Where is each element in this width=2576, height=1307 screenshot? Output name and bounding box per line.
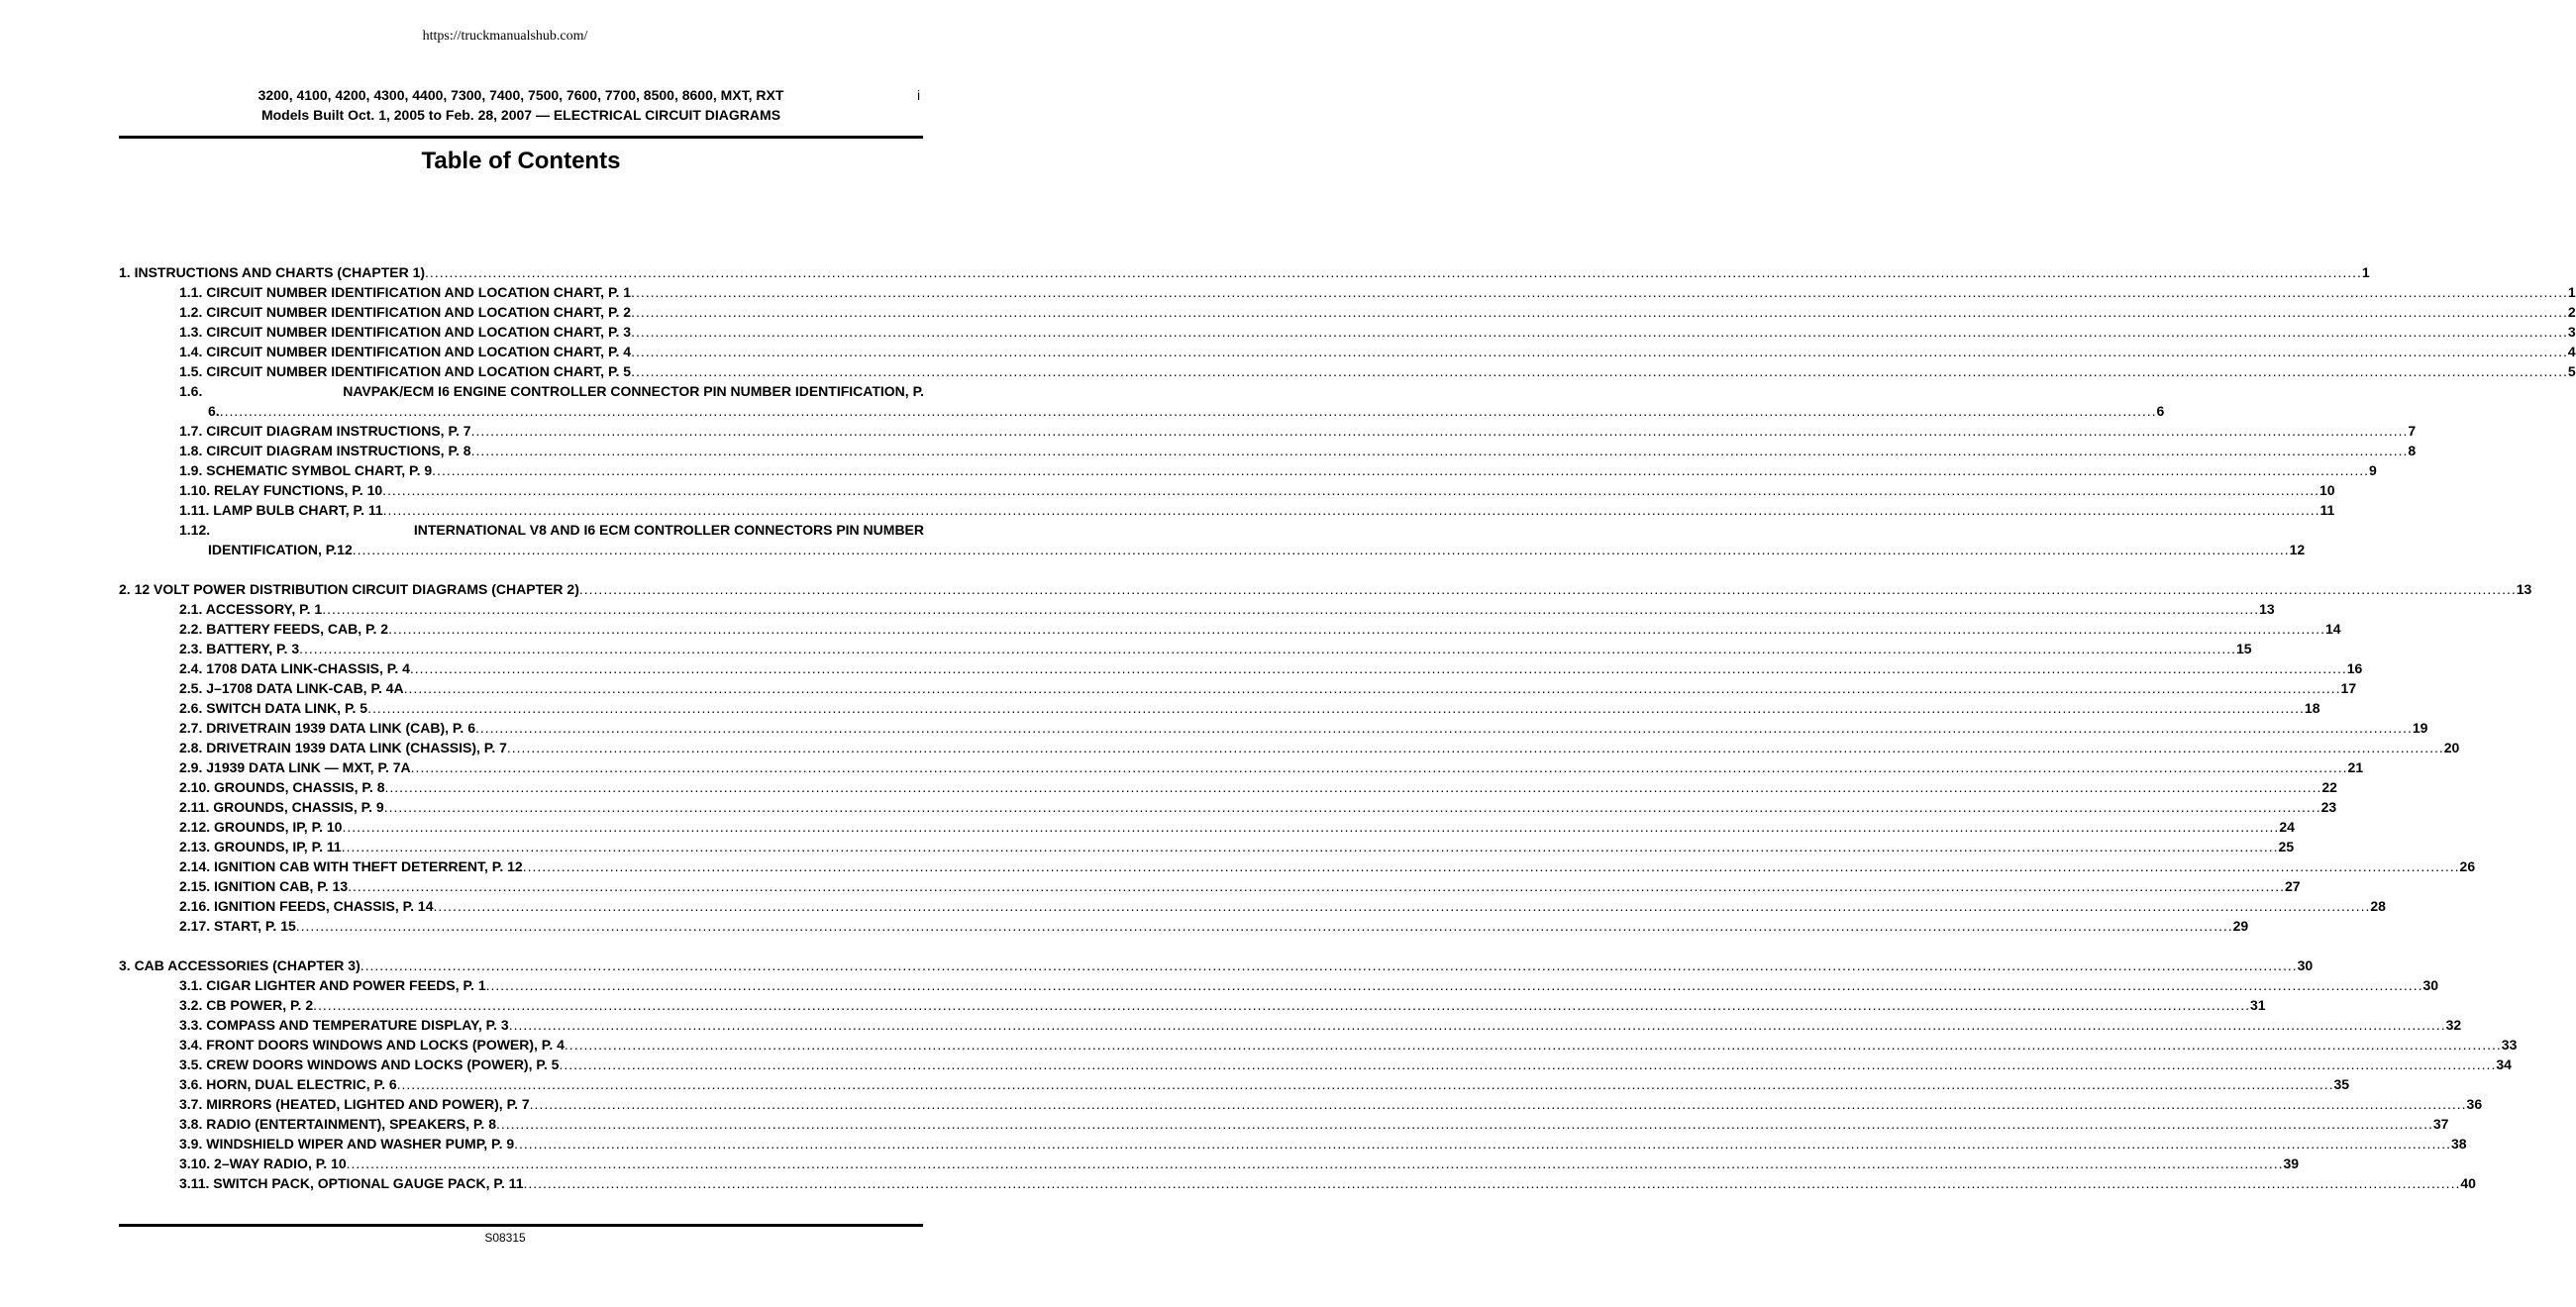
dot-leader: ................................................................................................................................................................................................................................................................................................................................................................................................................ <box>352 542 2290 557</box>
toc-entry-page: 30 <box>2297 957 2314 973</box>
toc-entry[interactable] <box>119 639 2252 658</box>
toc-entry[interactable] <box>119 896 2386 916</box>
toc-entry-label: 6. <box>208 403 220 419</box>
toc-entry-page: 24 <box>2279 819 2295 835</box>
toc-entry-wrapped-first-line[interactable] <box>119 381 924 401</box>
toc-entry-page: 5 <box>2567 363 2576 379</box>
toc-entry-page: 11 <box>2319 502 2335 518</box>
toc-entry-page: 39 <box>2283 1156 2300 1171</box>
toc-entry-page: 19 <box>2412 720 2428 736</box>
toc-chapter-entry[interactable] <box>119 955 2314 975</box>
toc-entry[interactable] <box>119 460 2377 480</box>
toc-entry-label: 1.3. CIRCUIT NUMBER IDENTIFICATION AND LOCATION CHART, P. 3 <box>179 324 632 340</box>
toc-entry-label: 2.5. J–1708 DATA LINK-CAB, P. 4A <box>179 680 404 696</box>
page-number: i <box>917 87 921 103</box>
toc-entry-page: 3 <box>2567 324 2576 340</box>
dot-leader: ................................................................................................................................................................................................................................................................................................................................................................................................................ <box>384 779 2322 795</box>
toc-entry-page: 15 <box>2235 641 2252 656</box>
toc-entry[interactable] <box>119 837 2295 856</box>
toc-entry[interactable] <box>119 1074 2350 1094</box>
toc-entry-page: 33 <box>2501 1037 2518 1053</box>
toc-entry[interactable] <box>119 282 2576 302</box>
toc-entry-label: 2.2. BATTERY FEEDS, CAB, P. 2 <box>179 621 389 637</box>
toc-entry[interactable] <box>119 599 2275 619</box>
toc-entry-page: 27 <box>2285 878 2301 894</box>
dot-leader: ................................................................................................................................................................................................................................................................................................................................................................................................................ <box>367 700 2305 716</box>
toc-entry-page: 2 <box>2567 304 2576 320</box>
toc-chapter-entry[interactable] <box>119 262 2370 282</box>
toc-entry-label: 2. 12 VOLT POWER DISTRIBUTION CIRCUIT DIAGRAMS (CHAPTER 2) <box>119 581 579 597</box>
toc-entry-label: 3. CAB ACCESSORIES (CHAPTER 3) <box>119 957 361 973</box>
dot-leader: ................................................................................................................................................................................................................................................................................................................................................................................................................ <box>508 1017 2446 1033</box>
toc-entry-page: 23 <box>2320 799 2337 815</box>
toc-entry-label: 2.15. IGNITION CAB, P. 13 <box>179 878 349 894</box>
toc-entry-label: 1. INSTRUCTIONS AND CHARTS (CHAPTER 1) <box>119 264 426 280</box>
toc-entry-page: 35 <box>2333 1076 2350 1092</box>
toc-entry-page: 18 <box>2304 700 2320 716</box>
source-url[interactable]: https://truckmanualshub.com/ <box>422 29 588 44</box>
dot-leader: ................................................................................................................................................................................................................................................................................................................................................................................................................ <box>631 344 2568 359</box>
toc-entry[interactable] <box>119 1035 2518 1055</box>
toc-entry-label: 1.4. CIRCUIT NUMBER IDENTIFICATION AND LOCATION CHART, P. 4 <box>179 344 632 359</box>
toc-entry-page: 20 <box>2443 740 2460 755</box>
toc-entry-wrapped-first-line[interactable] <box>119 520 924 540</box>
table-of-contents <box>119 262 2576 1213</box>
toc-entry-page: 31 <box>2249 997 2266 1013</box>
dot-leader: ................................................................................................................................................................................................................................................................................................................................................................................................................ <box>578 581 2517 597</box>
toc-entry-label: 2.8. DRIVETRAIN 1939 DATA LINK (CHASSIS), P. 7 <box>179 740 507 755</box>
toc-entry-page: 7 <box>2408 423 2417 439</box>
dot-leader: ................................................................................................................................................................................................................................................................................................................................................................................................................ <box>506 740 2444 755</box>
toc-entry-page: 26 <box>2459 858 2476 874</box>
toc-entry[interactable] <box>119 1015 2462 1035</box>
toc-entry-label: 3.4. FRONT DOORS WINDOWS AND LOCKS (POWER), P. 4 <box>179 1037 565 1053</box>
dot-leader: ................................................................................................................................................................................................................................................................................................................................................................................................................ <box>631 284 2568 300</box>
toc-entry[interactable] <box>119 441 2417 460</box>
toc-entry-page: 1 <box>2361 264 2370 280</box>
page-title: Table of Contents <box>421 148 621 174</box>
toc-entry-label: 3.7. MIRRORS (HEATED, LIGHTED AND POWER), P. 7 <box>179 1096 530 1112</box>
toc-entry[interactable] <box>119 1094 2483 1114</box>
toc-entry-label: 2.3. BATTERY, P. 3 <box>179 641 300 656</box>
toc-entry[interactable] <box>119 421 2417 441</box>
dot-leader: ................................................................................................................................................................................................................................................................................................................................................................................................................ <box>346 1156 2284 1171</box>
toc-entry-label: 2.7. DRIVETRAIN 1939 DATA LINK (CAB), P. 6 <box>179 720 475 736</box>
toc-entry[interactable] <box>119 876 2301 896</box>
toc-entry-page: 36 <box>2466 1096 2483 1112</box>
dot-leader: ................................................................................................................................................................................................................................................................................................................................................................................................................ <box>564 1037 2502 1053</box>
toc-entry[interactable] <box>119 995 2266 1015</box>
toc-entry[interactable] <box>119 1114 2449 1134</box>
dot-leader: ................................................................................................................................................................................................................................................................................................................................................................................................................ <box>219 403 2157 419</box>
dot-leader: ................................................................................................................................................................................................................................................................................................................................................................................................................ <box>403 680 2341 696</box>
toc-entry-label: 2.4. 1708 DATA LINK-CHASSIS, P. 4 <box>179 660 410 676</box>
toc-entry-label: 3.10. 2–WAY RADIO, P. 10 <box>179 1156 347 1171</box>
dot-leader: ................................................................................................................................................................................................................................................................................................................................................................................................................ <box>382 482 2320 498</box>
toc-entry[interactable] <box>119 738 2460 757</box>
toc-entry-page: 12 <box>2289 542 2306 557</box>
toc-entry-label: 2.9. J1939 DATA LINK — MXT, P. 7A <box>179 759 411 775</box>
toc-entry[interactable] <box>119 361 2576 381</box>
dot-leader: ................................................................................................................................................................................................................................................................................................................................................................................................................ <box>295 918 2233 934</box>
toc-entry-label: 2.1. ACCESSORY, P. 1 <box>179 601 323 617</box>
toc-entry[interactable] <box>119 757 2364 777</box>
header-models: 3200, 4100, 4200, 4300, 4400, 7300, 7400, 7500, 7600, 7700, 8500, 8600, MXT, RXT <box>258 87 784 103</box>
dot-leader: ................................................................................................................................................................................................................................................................................................................................................................................................................ <box>432 462 2370 478</box>
toc-entry-page: 13 <box>2516 581 2532 597</box>
toc-entry-page: 34 <box>2496 1056 2512 1072</box>
toc-entry-continuation[interactable] <box>119 401 2165 421</box>
dot-leader: ................................................................................................................................................................................................................................................................................................................................................................................................................ <box>383 799 2321 815</box>
toc-entry-label: 3.11. SWITCH PACK, OPTIONAL GAUGE PACK, P. 11 <box>179 1175 524 1191</box>
dot-leader: ................................................................................................................................................................................................................................................................................................................................................................................................................ <box>425 264 2362 280</box>
toc-entry-page: 6 <box>2156 403 2165 419</box>
toc-entry-label: NAVPAK/ECM I6 ENGINE CONTROLLER CONNECTOR PIN NUMBER IDENTIFICATION, P. <box>343 383 924 399</box>
toc-entry-number: 1.12. <box>179 522 211 538</box>
toc-entry-page: 16 <box>2346 660 2363 676</box>
dot-leader: ................................................................................................................................................................................................................................................................................................................................................................................................................ <box>514 1136 2451 1152</box>
toc-entry[interactable] <box>119 1173 2476 1193</box>
toc-chapter <box>119 579 2532 936</box>
toc-entry-page: 40 <box>2460 1175 2476 1191</box>
toc-entry-label: 3.6. HORN, DUAL ELECTRIC, P. 6 <box>179 1076 397 1092</box>
toc-entry[interactable] <box>119 817 2295 837</box>
toc-chapter <box>119 955 2518 1193</box>
toc-chapter <box>119 262 2576 559</box>
toc-entry[interactable] <box>119 1154 2300 1173</box>
toc-entry[interactable] <box>119 302 2576 322</box>
toc-entry[interactable] <box>119 916 2249 936</box>
toc-entry-label: 3.1. CIGAR LIGHTER AND POWER FEEDS, P. 1 <box>179 977 486 993</box>
toc-entry-label: 3.2. CB POWER, P. 2 <box>179 997 314 1013</box>
toc-entry-page: 28 <box>2370 898 2386 914</box>
toc-entry-label: 1.7. CIRCUIT DIAGRAM INSTRUCTIONS, P. 7 <box>179 423 471 439</box>
dot-leader: ................................................................................................................................................................................................................................................................................................................................................................................................................ <box>360 957 2298 973</box>
toc-entry-page: 22 <box>2321 779 2337 795</box>
header-subtitle: Models Built Oct. 1, 2005 to Feb. 28, 2007 — ELECTRICAL CIRCUIT DIAGRAMS <box>260 107 781 123</box>
toc-entry[interactable] <box>119 658 2363 678</box>
toc-entry-label: 2.6. SWITCH DATA LINK, P. 5 <box>179 700 368 716</box>
dot-leader: ................................................................................................................................................................................................................................................................................................................................................................................................................ <box>388 621 2325 637</box>
header-divider <box>119 136 923 139</box>
dot-leader: ................................................................................................................................................................................................................................................................................................................................................................................................................ <box>523 1175 2461 1191</box>
toc-entry-label: 1.2. CIRCUIT NUMBER IDENTIFICATION AND LOCATION CHART, P. 2 <box>179 304 632 320</box>
dot-leader: ................................................................................................................................................................................................................................................................................................................................................................................................................ <box>470 443 2409 458</box>
toc-entry-page: 37 <box>2432 1116 2449 1132</box>
toc-entry[interactable] <box>119 1055 2512 1074</box>
toc-entry[interactable] <box>119 342 2576 361</box>
toc-entry-label: 2.17. START, P. 15 <box>179 918 296 934</box>
toc-entry-label: 3.9. WINDSHIELD WIPER AND WASHER PUMP, P. 9 <box>179 1136 515 1152</box>
toc-entry-number: 1.6. <box>179 383 203 399</box>
toc-entry-page: 25 <box>2278 839 2295 855</box>
toc-entry[interactable] <box>119 678 2357 698</box>
dot-leader: ................................................................................................................................................................................................................................................................................................................................................................................................................ <box>470 423 2409 439</box>
dot-leader: ................................................................................................................................................................................................................................................................................................................................................................................................................ <box>410 759 2348 775</box>
footer-divider <box>119 1224 923 1227</box>
toc-entry[interactable] <box>119 322 2576 342</box>
dot-leader: ................................................................................................................................................................................................................................................................................................................................................................................................................ <box>495 1116 2433 1132</box>
dot-leader: ................................................................................................................................................................................................................................................................................................................................................................................................................ <box>631 324 2568 340</box>
toc-entry[interactable] <box>119 856 2476 876</box>
dot-leader: ................................................................................................................................................................................................................................................................................................................................................................................................................ <box>631 363 2568 379</box>
toc-entry-page: 38 <box>2451 1136 2467 1152</box>
toc-entry-label: 3.8. RADIO (ENTERTAINMENT), SPEAKERS, P. 8 <box>179 1116 496 1132</box>
dot-leader: ................................................................................................................................................................................................................................................................................................................................................................................................................ <box>313 997 2250 1013</box>
toc-entry-page: 8 <box>2408 443 2417 458</box>
dot-leader: ................................................................................................................................................................................................................................................................................................................................................................................................................ <box>559 1056 2497 1072</box>
toc-entry-continuation[interactable] <box>119 540 2306 559</box>
toc-chapter-entry[interactable] <box>119 579 2532 599</box>
toc-entry-page: 29 <box>2232 918 2249 934</box>
dot-leader: ................................................................................................................................................................................................................................................................................................................................................................................................................ <box>322 601 2260 617</box>
toc-entry-page: 4 <box>2567 344 2576 359</box>
toc-entry[interactable] <box>119 777 2337 797</box>
toc-entry-page: 21 <box>2347 759 2364 775</box>
toc-entry-label: 3.5. CREW DOORS WINDOWS AND LOCKS (POWER), P. 5 <box>179 1056 560 1072</box>
dot-leader: ................................................................................................................................................................................................................................................................................................................................................................................................................ <box>522 858 2460 874</box>
dot-leader: ................................................................................................................................................................................................................................................................................................................................................................................................................ <box>485 977 2423 993</box>
toc-entry[interactable] <box>119 975 2439 995</box>
toc-entry-page: 10 <box>2319 482 2335 498</box>
toc-entry-page: 1 <box>2567 284 2576 300</box>
dot-leader: ................................................................................................................................................................................................................................................................................................................................................................................................................ <box>341 839 2279 855</box>
toc-entry-label: 2.14. IGNITION CAB WITH THEFT DETERRENT, P. 12 <box>179 858 523 874</box>
toc-entry-label: 2.16. IGNITION FEEDS, CHASSIS, P. 14 <box>179 898 434 914</box>
toc-entry-page: 32 <box>2445 1017 2462 1033</box>
dot-leader: ................................................................................................................................................................................................................................................................................................................................................................................................................ <box>409 660 2347 676</box>
toc-entry-page: 30 <box>2422 977 2439 993</box>
toc-entry[interactable] <box>119 480 2335 500</box>
dot-leader: ................................................................................................................................................................................................................................................................................................................................................................................................................ <box>474 720 2413 736</box>
toc-entry[interactable] <box>119 698 2320 718</box>
toc-entry[interactable] <box>119 718 2428 738</box>
dot-leader: ................................................................................................................................................................................................................................................................................................................................................................................................................ <box>529 1096 2467 1112</box>
toc-entry[interactable] <box>119 500 2335 520</box>
toc-entry-page: 13 <box>2259 601 2275 617</box>
toc-entry-label: 2.11. GROUNDS, CHASSIS, P. 9 <box>179 799 384 815</box>
toc-entry-label: IDENTIFICATION, P.12 <box>208 542 353 557</box>
toc-entry-label: 3.3. COMPASS AND TEMPERATURE DISPLAY, P. 3 <box>179 1017 509 1033</box>
toc-entry-label: 1.11. LAMP BULB CHART, P. 11 <box>179 502 383 518</box>
dot-leader: ................................................................................................................................................................................................................................................................................................................................................................................................................ <box>433 898 2371 914</box>
toc-entry[interactable] <box>119 619 2341 639</box>
dot-leader: ................................................................................................................................................................................................................................................................................................................................................................................................................ <box>396 1076 2334 1092</box>
dot-leader: ................................................................................................................................................................................................................................................................................................................................................................................................................ <box>299 641 2236 656</box>
dot-leader: ................................................................................................................................................................................................................................................................................................................................................................................................................ <box>631 304 2568 320</box>
toc-entry-label: 2.10. GROUNDS, CHASSIS, P. 8 <box>179 779 385 795</box>
dot-leader: ................................................................................................................................................................................................................................................................................................................................................................................................................ <box>348 878 2285 894</box>
toc-entry-label: 2.13. GROUNDS, IP, P. 11 <box>179 839 342 855</box>
toc-entry-page: 17 <box>2340 680 2357 696</box>
toc-entry-label: 1.8. CIRCUIT DIAGRAM INSTRUCTIONS, P. 8 <box>179 443 471 458</box>
toc-entry-label: 2.12. GROUNDS, IP, P. 10 <box>179 819 343 835</box>
toc-entry-label: INTERNATIONAL V8 AND I6 ECM CONTROLLER CONNECTORS PIN NUMBER <box>413 522 924 538</box>
dot-leader: ................................................................................................................................................................................................................................................................................................................................................................................................................ <box>382 502 2320 518</box>
toc-entry[interactable] <box>119 1134 2467 1154</box>
toc-entry-label: 1.1. CIRCUIT NUMBER IDENTIFICATION AND LOCATION CHART, P. 1 <box>179 284 632 300</box>
toc-entry-label: 1.10. RELAY FUNCTIONS, P. 10 <box>179 482 383 498</box>
document-code: S08315 <box>484 1231 526 1245</box>
toc-entry[interactable] <box>119 797 2337 817</box>
toc-entry-label: 1.5. CIRCUIT NUMBER IDENTIFICATION AND LOCATION CHART, P. 5 <box>179 363 632 379</box>
toc-entry-page: 14 <box>2324 621 2341 637</box>
dot-leader: ................................................................................................................................................................................................................................................................................................................................................................................................................ <box>342 819 2280 835</box>
toc-entry-page: 9 <box>2369 462 2377 478</box>
toc-entry-label: 1.9. SCHEMATIC SYMBOL CHART, P. 9 <box>179 462 433 478</box>
